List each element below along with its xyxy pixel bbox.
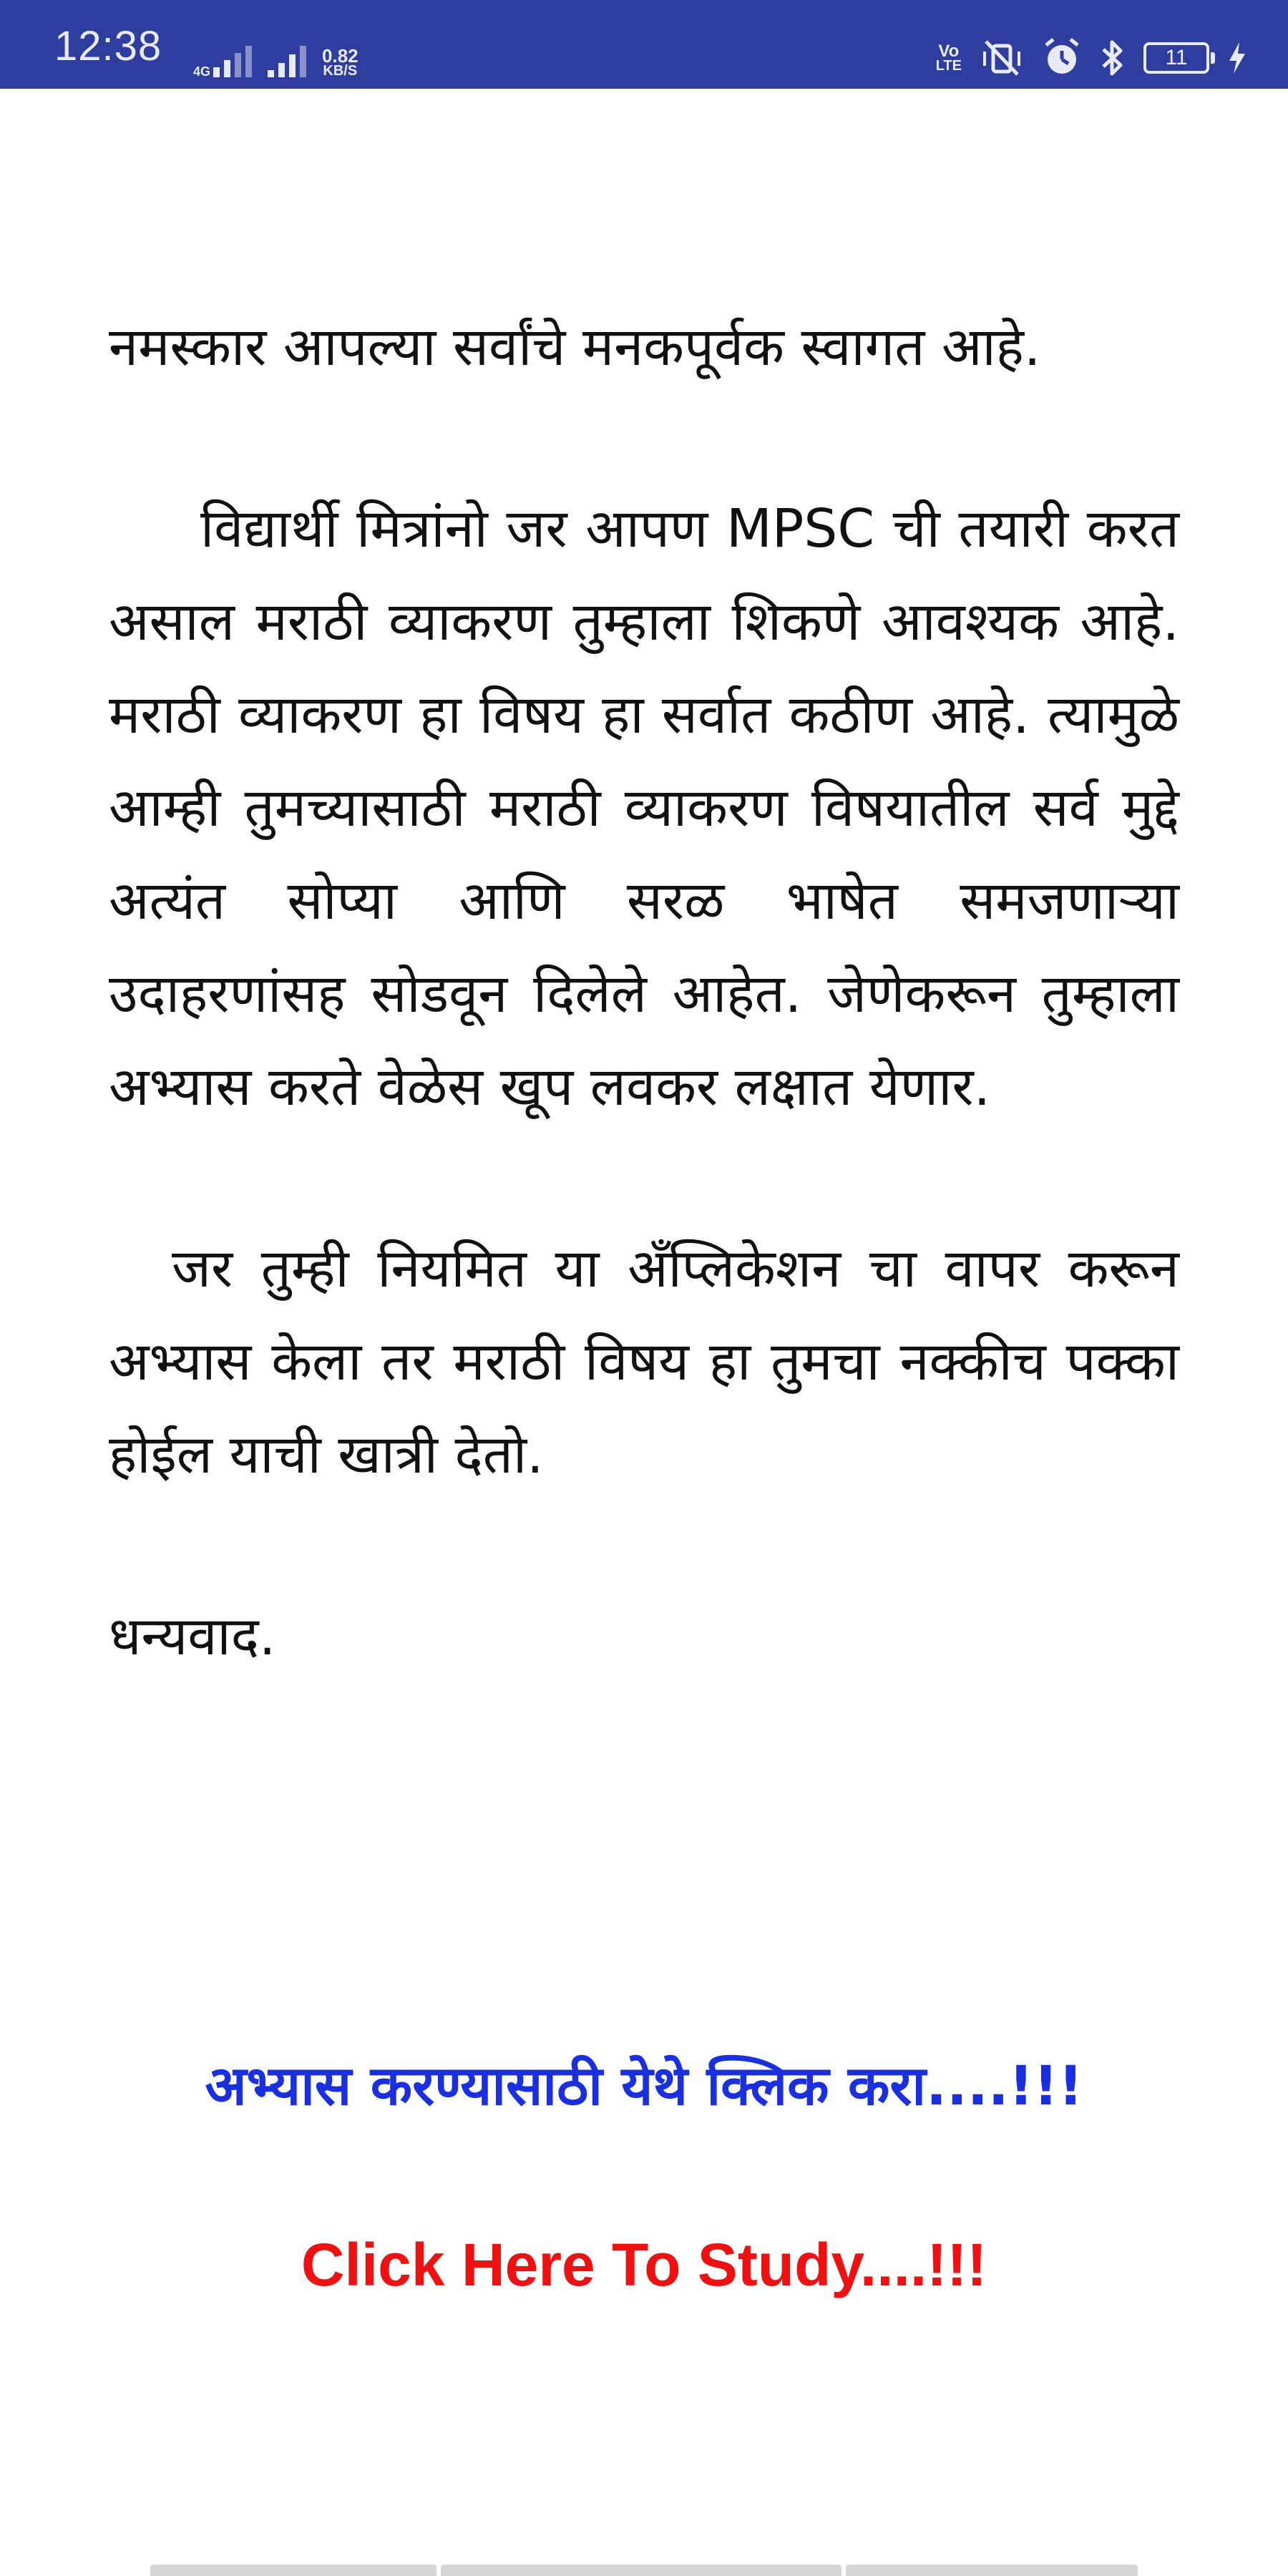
volte-top-label: Vo xyxy=(938,42,960,62)
spacer xyxy=(109,394,1179,482)
network-type-label: 4G xyxy=(193,64,211,79)
greeting-text: नमस्कार आपल्या सर्वांचे मनकपूर्वक स्वागत आहे. xyxy=(109,316,1041,378)
alarm-icon xyxy=(1042,38,1082,78)
network-speed-unit: KB/S xyxy=(323,63,358,79)
battery-icon xyxy=(1143,42,1209,74)
study-link-english[interactable]: Click Here To Study....!!! xyxy=(301,2231,987,2298)
bottom-tab-strip xyxy=(150,2565,1138,2576)
bottom-tab[interactable] xyxy=(441,2565,841,2576)
battery-level: 11 xyxy=(1165,46,1188,69)
charging-bolt-icon xyxy=(1228,42,1246,74)
intro-paragraph: विद्यार्थी मित्रांनो जर आपण MPSC ची तयारी करत असाल मराठी व्याकरण तुम्हाला शिकणे आवश्यक आहे. मराठी व्याकरण हा विषय हा सर्वात कठीण आहे. त्यामुळे आम्ही तुमच्यासाठी मराठी व्याकरण विषयातील सर्व मुद्दे अत्यंत सोप्या आणि सरळ भाषेत समजणाऱ्या उदाहरणांसह सोडवून दिलेले आहेत. जेणेकरून तुम्हाला अभ्यास करते वेळेस खूप लवकर लक्षात येणार. xyxy=(109,498,1179,1118)
thanks-text: धन्यवाद. xyxy=(109,1606,276,1667)
welcome-content xyxy=(109,301,1179,1683)
status-right-icons xyxy=(936,33,1246,83)
spacer xyxy=(109,1501,1179,1590)
status-left-icons xyxy=(193,34,358,77)
study-link-marathi[interactable]: अभ्यास करण्यासाठी येथे क्लिक करा....!!! xyxy=(205,2054,1083,2117)
status-bar xyxy=(0,0,1288,89)
status-time: 12:38 xyxy=(54,23,162,69)
bottom-tab[interactable] xyxy=(150,2565,436,2576)
network-4g-icon xyxy=(193,46,252,77)
vibrate-muted-icon xyxy=(980,39,1023,77)
spacer xyxy=(109,1133,1179,1222)
network-speed-value: 0.82 xyxy=(322,44,358,67)
signal-bars-2-icon xyxy=(268,46,306,77)
network-speed xyxy=(322,44,358,79)
bluetooth-icon xyxy=(1101,38,1125,78)
volte-icon xyxy=(936,44,962,72)
bottom-tab[interactable] xyxy=(846,2565,1138,2576)
volte-bottom-label: LTE xyxy=(935,57,962,74)
usage-paragraph: जर तुम्ही नियमित या अँप्लिकेशन चा वापर करून अभ्यास केला तर मराठी विषय हा तुमचा नक्कीच पक्का होईल याची खात्री देतो. xyxy=(109,1238,1179,1485)
signal-bars-1-icon xyxy=(213,46,252,77)
